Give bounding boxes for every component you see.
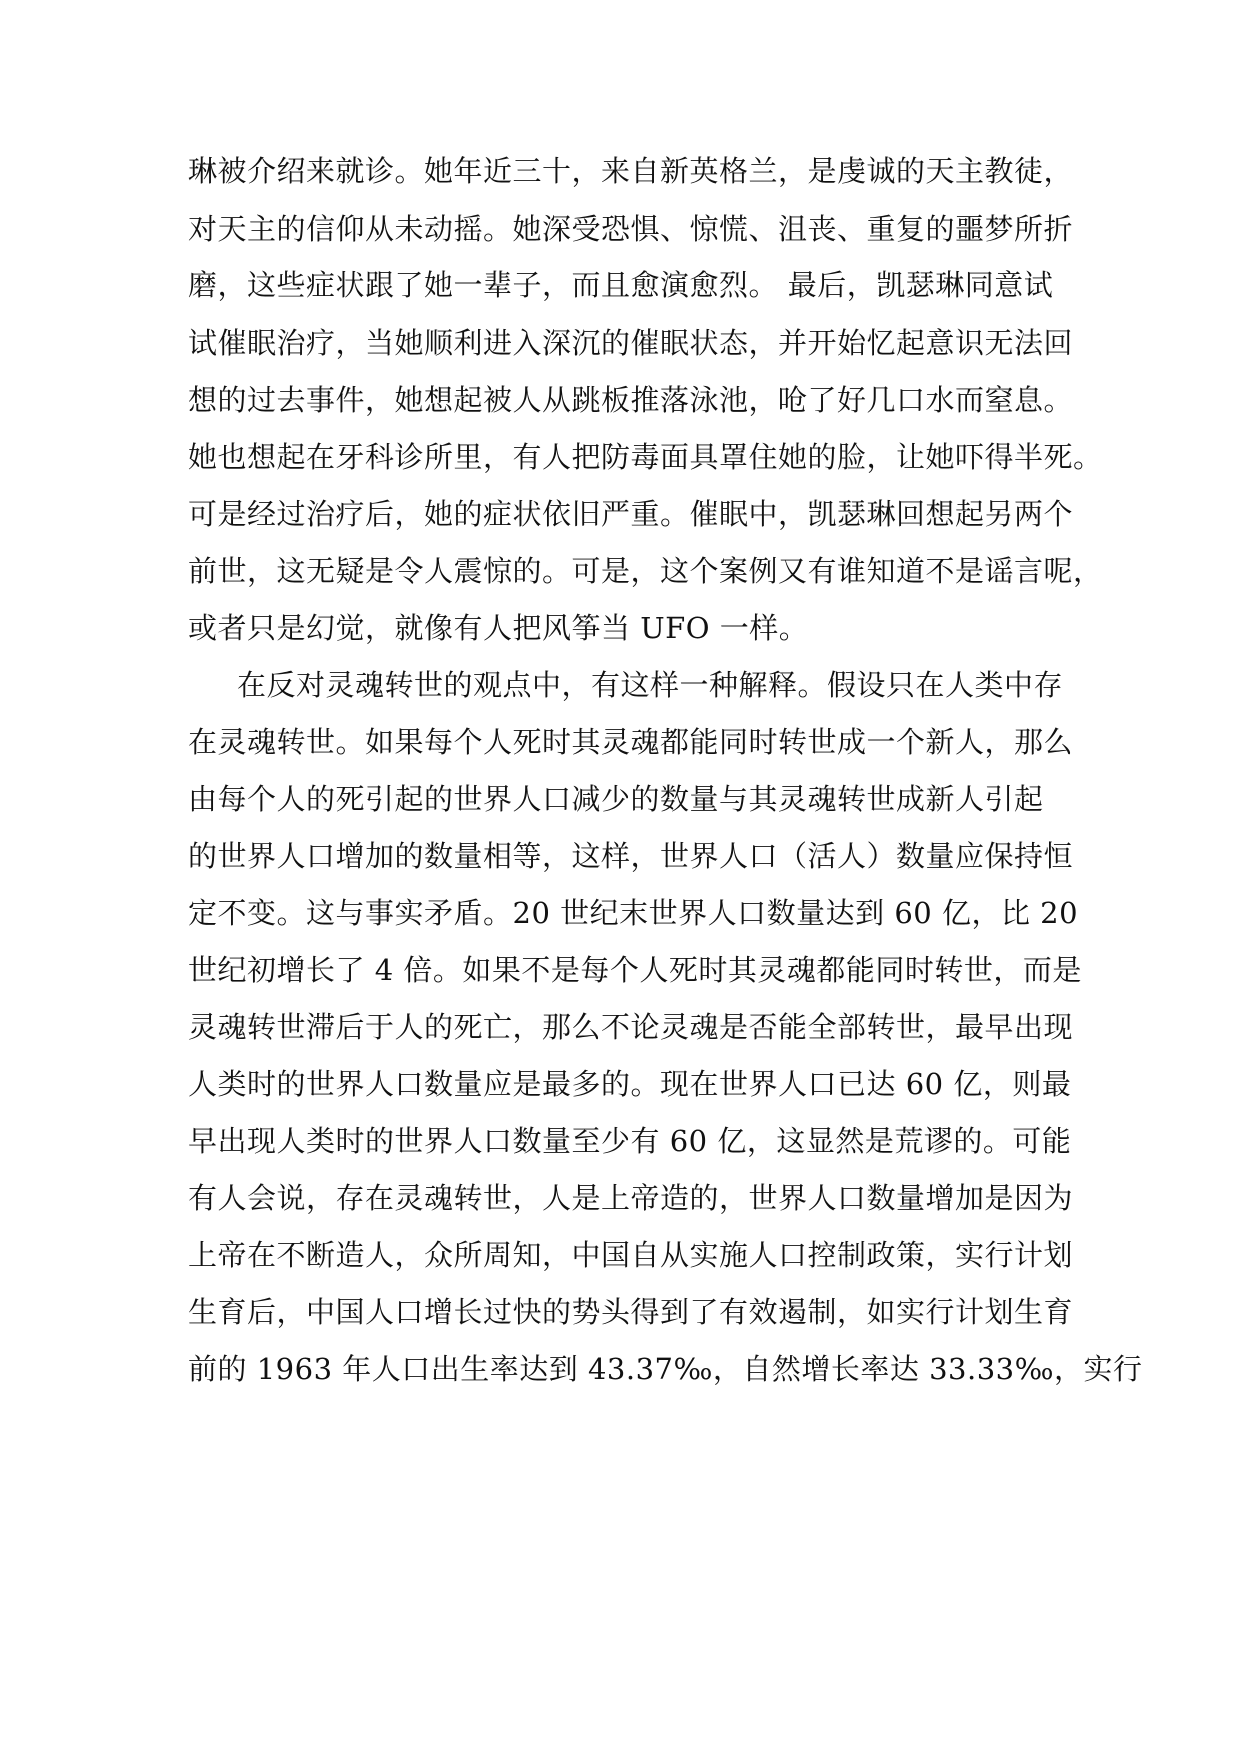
text-line: 人类时的世界人口数量应是最多的。现在世界人口已达 60 亿，则最 — [188, 1067, 1072, 1101]
text-line: 的世界人口增加的数量相等，这样，世界人口（活人）数量应保持恒 — [188, 839, 1074, 873]
text-line: 定不变。这与事实矛盾。20 世纪末世界人口数量达到 60 亿，比 20 — [188, 896, 1079, 930]
text-line: 前的 1963 年人口出生率达到 43.37‰，自然增长率达 33.33‰，实行 — [188, 1352, 1143, 1386]
text-line: 她也想起在牙科诊所里，有人把防毒面具罩住她的脸，让她吓得半死。 — [188, 440, 1103, 474]
text-line: 在灵魂转世。如果每个人死时其灵魂都能同时转世成一个新人，那么 — [188, 725, 1074, 759]
text-line: 上帝在不断造人，众所周知，中国自从实施人口控制政策，实行计划 — [188, 1238, 1074, 1272]
text-line: 世纪初增长了 4 倍。如果不是每个人死时其灵魂都能同时转世，而是 — [188, 953, 1082, 987]
text-line: 早出现人类时的世界人口数量至少有 60 亿，这显然是荒谬的。可能 — [188, 1124, 1072, 1158]
text-line: 琳被介绍来就诊。她年近三十，来自新英格兰，是虔诚的天主教徒， — [188, 154, 1074, 188]
text-line: 磨，这些症状跟了她一辈子，而且愈演愈烈。 最后，凯瑟琳同意试 — [188, 268, 1054, 302]
text-line: 灵魂转世滞后于人的死亡，那么不论灵魂是否能全部转世，最早出现 — [188, 1010, 1074, 1044]
text-line: 生育后，中国人口增长过快的势头得到了有效遏制，如实行计划生育 — [188, 1295, 1074, 1329]
text-line: 试催眠治疗，当她顺利进入深沉的催眠状态，并开始忆起意识无法回 — [188, 326, 1074, 360]
text-line: 前世，这无疑是令人震惊的。可是，这个案例又有谁知道不是谣言呢， — [188, 554, 1103, 588]
text-line: 有人会说，存在灵魂转世，人是上帝造的，世界人口数量增加是因为 — [188, 1181, 1074, 1215]
text-line: 由每个人的死引起的世界人口减少的数量与其灵魂转世成新人引起 — [188, 782, 1044, 816]
text-line: 想的过去事件，她想起被人从跳板推落泳池，呛了好几口水而窒息。 — [188, 383, 1074, 417]
text-line: 可是经过治疗后，她的症状依旧严重。催眠中，凯瑟琳回想起另两个 — [188, 497, 1074, 531]
paragraph-first-line: 在反对灵魂转世的观点中，有这样一种解释。假设只在人类中存 — [237, 668, 1064, 702]
text-line: 或者只是幻觉，就像有人把风筝当 UFO 一样。 — [188, 611, 809, 645]
text-line: 对天主的信仰从未动摇。她深受恐惧、惊慌、沮丧、重复的噩梦所折 — [188, 212, 1074, 246]
